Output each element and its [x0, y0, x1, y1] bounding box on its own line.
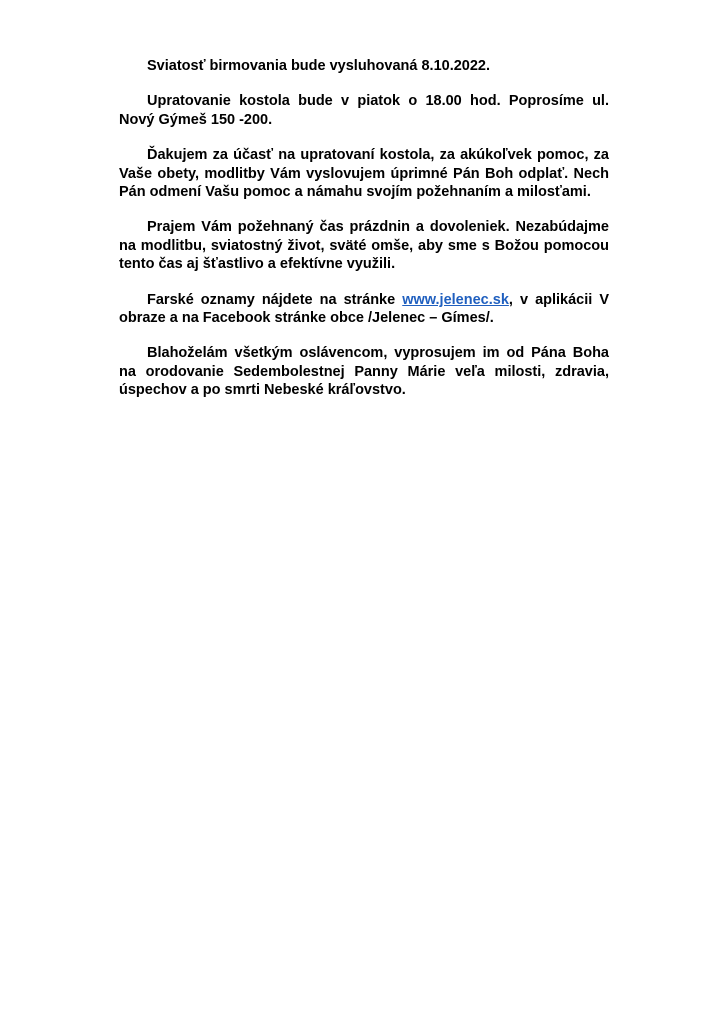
paragraph-thanks: Ďakujem za účasť na upratovaní kostola, za akúkoľvek pomoc, za Vaše obety, modlitby Vám vyslovujem úprimné Pán Boh odplať. Nech Pán odmení Vašu pomoc a námahu svojím požehnaním a milosťami. [119, 147, 609, 201]
website-link[interactable]: www.jelenec.sk [402, 291, 509, 308]
paragraph-announcements [119, 291, 609, 328]
paragraph-confirmation: Sviatosť birmovania bude vysluhovaná 8.10.2022. [147, 58, 491, 74]
document-body [119, 57, 609, 417]
paragraph-holidays: Prajem Vám požehnaný čas prázdnin a dovoleniek. Nezabúdajme na modlitbu, sviatostný život, sväté omše, aby sme s Božou pomocou tento čas aj šťastlivo a efektívne využili. [119, 219, 609, 273]
announcements-text-after: , v aplikácii V obraze a na Facebook stránke obce /Jelenec – Gímes/. [119, 291, 610, 327]
paragraph-congratulations: Blahoželám všetkým oslávencom, vyprosujem im od Pána Boha na orodovanie Sedembolestnej Panny Márie veľa milosti, zdravia, úspechov a po smrti Nebeské kráľovstvo. [119, 345, 609, 399]
paragraph-cleaning: Upratovanie kostola bude v piatok o 18.00 hod. Poprosíme ul. Nový Gýmeš 150 -200. [119, 93, 609, 128]
announcements-text-before: Farské oznamy nájdete na stránke [147, 291, 403, 308]
